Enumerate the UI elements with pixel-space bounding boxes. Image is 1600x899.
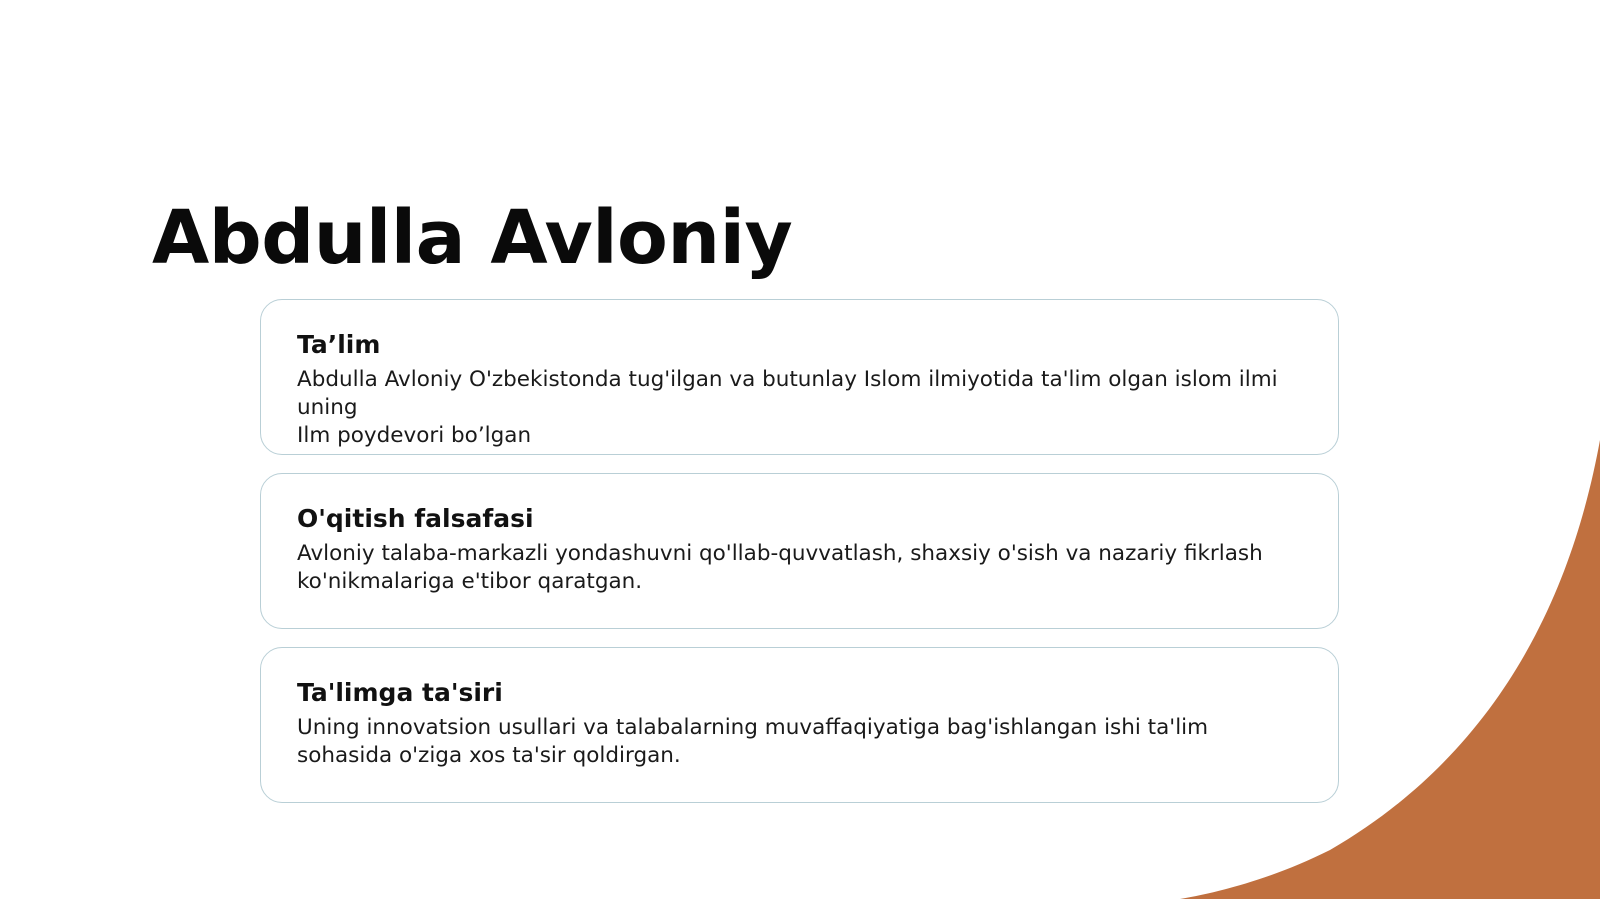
card-oqitish-falsafasi — [260, 473, 1339, 629]
card-body-line: Abdulla Avloniy O'zbekistonda tug'ilgan va butunlay Islom ilmiyotida ta'lim olgan islom ilmi — [297, 367, 1278, 392]
card-heading: Ta’lim — [297, 330, 381, 359]
slide-title: Abdulla Avloniy — [152, 195, 793, 281]
card-heading: Ta'limga ta'siri — [297, 678, 503, 707]
card-body-line: uning — [297, 395, 358, 420]
card-talim — [260, 299, 1339, 455]
card-body-line: Ilm poydevori bo’lgan — [297, 423, 532, 448]
card-body: Uning innovatsion usullari va talabalarning muvaffaqiyatiga bag'ishlangan ishi ta'lim sohasida o'ziga xos ta'sir qoldirgan. — [297, 715, 1209, 768]
card-body — [297, 366, 1302, 450]
card-body: Avloniy talaba-markazli yondashuvni qo'llab-quvvatlash, shaxsiy o'sish va nazariy fikrlash ko'nikmalariga e'tibor qaratgan. — [297, 541, 1263, 594]
card-heading: O'qitish falsafasi — [297, 504, 534, 533]
card-talimga-tasiri — [260, 647, 1339, 803]
